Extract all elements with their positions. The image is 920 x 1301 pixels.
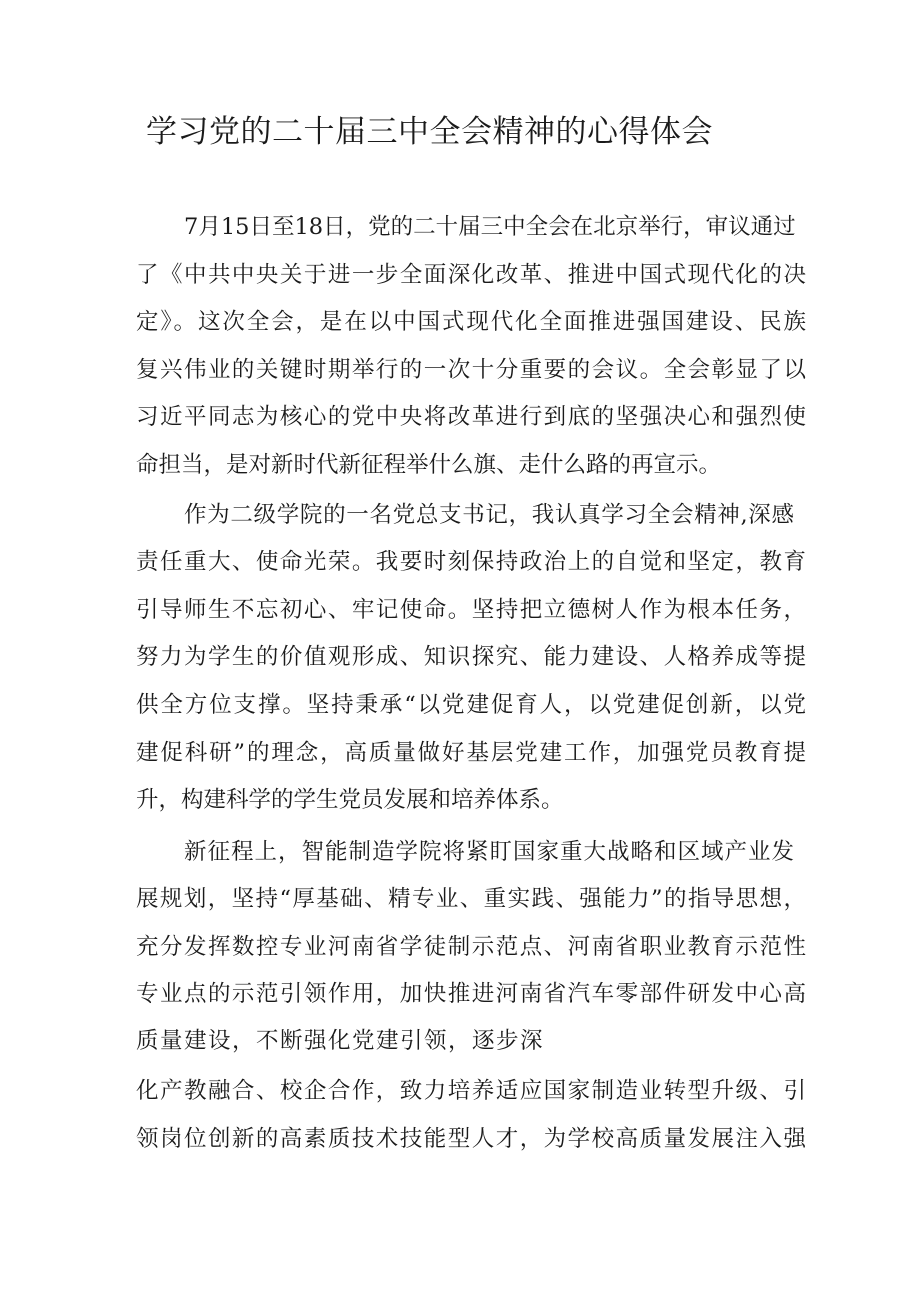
text-line: 充分发挥数控专业河南省学徒制示范点、河南省职业教育示范性 — [136, 934, 806, 960]
text-line: 领岗位创新的高素质技术技能型人才，为学校高质量发展注入强 — [136, 1126, 806, 1152]
text-line: 专业点的示范引领作用，加快推进河南省汽车零部件研发中心高 — [136, 981, 806, 1007]
text-line: 新征程上，智能制造学院将紧盯国家重大战略和区域产业发 — [184, 839, 794, 865]
document-title: 学习党的二十届三中全会精神的心得体会 — [146, 114, 713, 150]
text-line: 引导师生不忘初心、牢记使命。坚持把立德树人作为根本任务， — [136, 597, 806, 623]
text-line: 升，构建科学的学生党员发展和培养体系。 — [136, 787, 564, 813]
text-line: 努力为学生的价值观形成、知识探究、能力建设、人格养成等提 — [136, 644, 806, 670]
text-line: 责任重大、使命光荣。我要时刻保持政治上的自觉和坚定，教育 — [136, 549, 806, 575]
text-line: 供全方位支撑。坚持秉承“以党建促育人，以党建促创新，以党 — [136, 692, 806, 718]
text-line: 命担当，是对新时代新征程举什么旗、走什么路的再宣示。 — [136, 452, 722, 478]
text-line: 7月15日至18日，党的二十届三中全会在北京举行，审议通过 — [184, 214, 796, 240]
text-line: 建促科研”的理念，高质量做好基层党建工作，加强党员教育提 — [136, 740, 806, 766]
text-line: 习近平同志为核心的党中央将改革进行到底的坚强决心和强烈使 — [136, 404, 806, 430]
text-line: 化产教融合、校企合作，致力培养适应国家制造业转型升级、引 — [136, 1078, 806, 1104]
text-line: 定》。这次全会，是在以中国式现代化全面推进强国建设、民族 — [136, 309, 806, 335]
text-line: 质量建设，不断强化党建引领，逐步深 — [136, 1028, 545, 1054]
text-line: 了《中共中央关于进一步全面深化改革、推进中国式现代化的决 — [136, 262, 806, 288]
text-line: 复兴伟业的关键时期举行的一次十分重要的会议。全会彰显了以 — [136, 357, 806, 383]
text-line: 作为二级学院的一名党总支书记，我认真学习全会精神,深感 — [184, 502, 794, 528]
text-line: 展规划，坚持“厚基础、精专业、重实践、强能力”的指导思想， — [136, 886, 806, 912]
